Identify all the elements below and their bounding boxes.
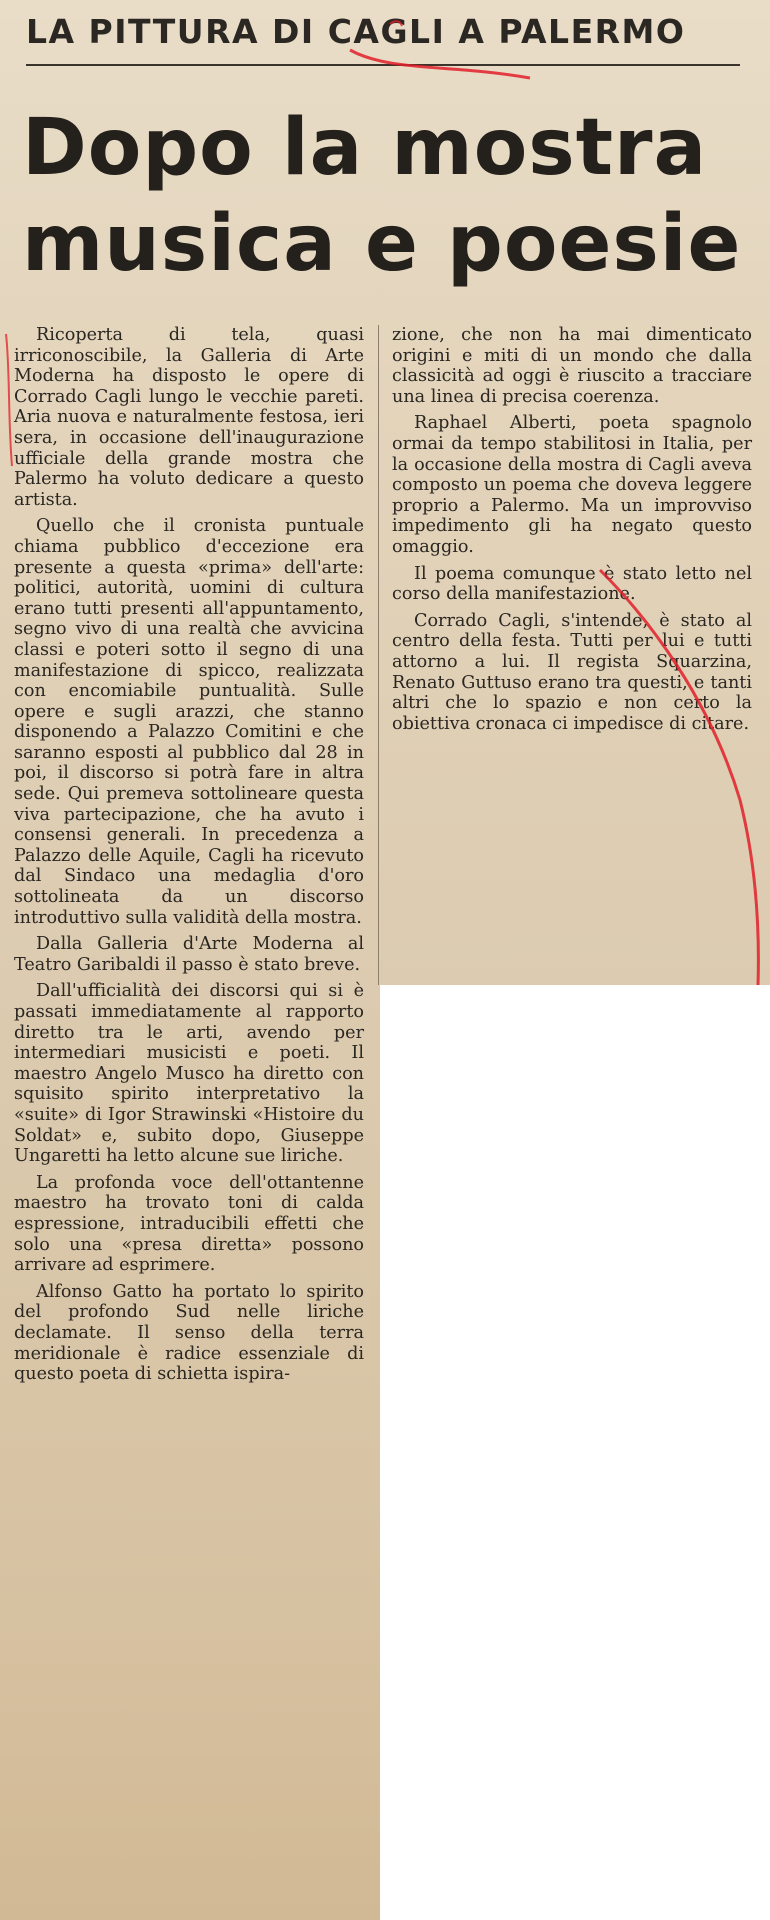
column-divider [378, 325, 379, 985]
headline-line-1: Dopo la mostra [22, 103, 708, 193]
paragraph: Raphael Alberti, poeta spagnolo ormai da tempo stabilitosi in Italia, per la occasione della mostra di Cagli aveva composto un poema che doveva leggere proprio a Palermo. Ma un improvviso impedimento gli ha negato questo omaggio. [392, 413, 752, 557]
headline-line-2: musica e poesie [22, 199, 742, 289]
headline [22, 100, 752, 292]
kicker-title: LA PITTURA DI CAGLI A PALERMO [26, 12, 686, 51]
kicker-rule [26, 64, 740, 66]
paragraph: Il poema comunque è stato letto nel corso della manifestazione. [392, 563, 752, 605]
paragraph: Alfonso Gatto ha portato lo spirito del profondo Sud nelle liriche declamate. Il senso della terra meridionale è radice essenziale di questo poeta di schietta ispira- [14, 1281, 364, 1385]
paragraph: Dalla Galleria d'Arte Moderna al Teatro Garibaldi il passo è stato breve. [14, 934, 364, 975]
paragraph: La profonda voce dell'ottantenne maestro ha trovato toni di calda espressione, intraducibili effetti che solo una «presa diretta» possono arrivare ad esprimere. [14, 1172, 364, 1276]
right-column [392, 325, 752, 740]
paragraph: zione, che non ha mai dimenticato origini e miti di un mondo che dalla classicità ad oggi è riuscito a tracciare una linea di precisa coerenza. [392, 325, 752, 407]
paragraph: Ricoperta di tela, quasi irriconoscibile, la Galleria di Arte Moderna ha disposto le opere di Corrado Cagli lungo le vecchie pareti. Aria nuova e naturalmente festosa, ieri sera, in occasione dell'inaugurazione ufficiale della grande mostra che Palermo ha voluto dedicare a questo artista. [14, 325, 364, 510]
paragraph: Corrado Cagli, s'intende, è stato al centro della festa. Tutti per lui e tutti attorno a lui. Il regista Squarzina, Renato Guttuso erano tra questi, e tanti altri che lo spazio e non certo la obiettiva cronaca ci impedisce di citare. [392, 610, 752, 734]
left-column [14, 325, 364, 1391]
paragraph: Dall'ufficialità dei discorsi qui si è passati immediatamente al rapporto diretto tra le arti, avendo per intermediari musicisti e poeti. Il maestro Angelo Musco ha diretto con squisito spirito interpretativo la «suite» di Igor Strawinski «Histoire du Soldat» e, subito dopo, Giuseppe Ungaretti ha letto alcune sue liriche. [14, 981, 364, 1167]
paragraph: Quello che il cronista puntuale chiama pubblico d'eccezione era presente a questa «prima» dell'arte: politici, autorità, uomini di cultura erano tutti presenti all'appuntamento, segno vivo di una realtà che avvicina classi e poteri sotto il segno di una manifestazione di spicco, realizzata con encomiabile puntualità. Sulle opere e sugli arazzi, che stanno disponendo a Palazzo Comitini e che saranno esposti al pubblico dal 28 in poi, il discorso si potrà fare in altra sede. Qui premeva sottolineare questa viva partecipazione, che ha avuto i consensi generali. In precedenza a Palazzo delle Aquile, Cagli ha ricevuto dal Sindaco una medaglia d'oro sottolineata da un discorso introduttivo sulla validità della mostra. [14, 516, 364, 928]
